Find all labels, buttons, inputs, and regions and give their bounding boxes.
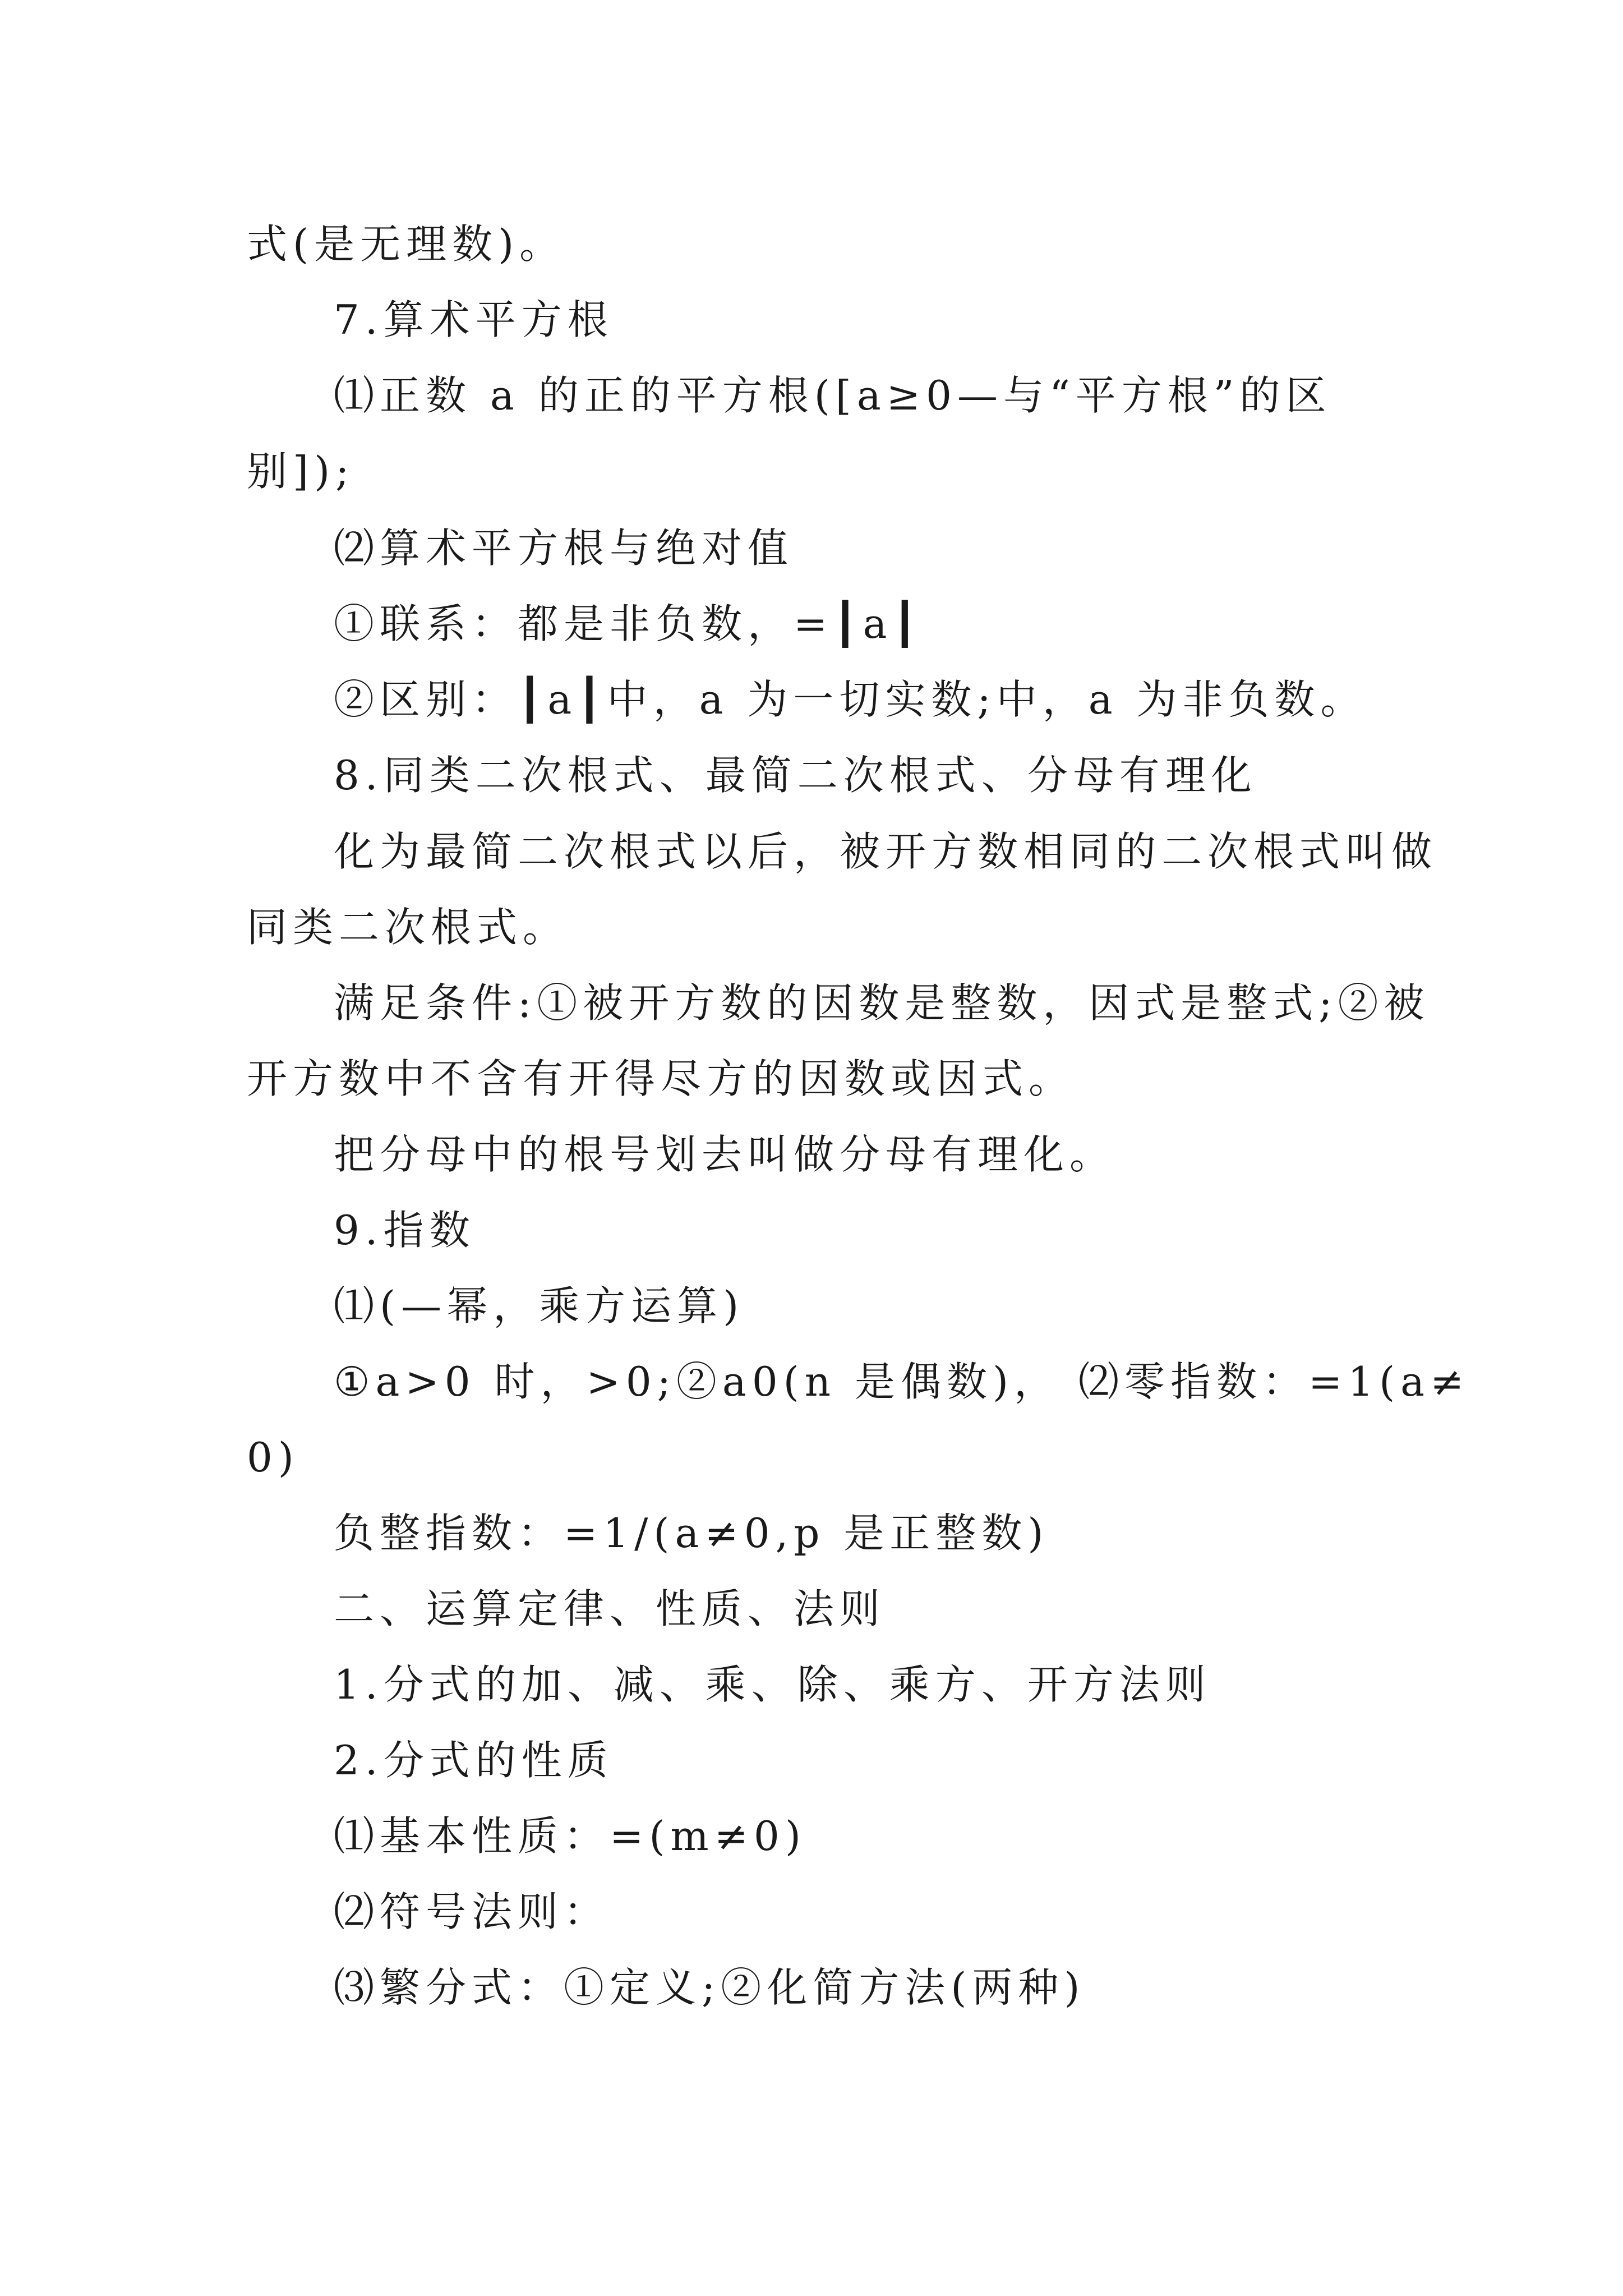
text-line: ①a>0 时，>0;②a0(n 是偶数)， ⑵零指数：=1(a≠ [334, 1358, 1470, 1405]
text-line: 满足条件:①被开方数的因数是整数，因式是整式;②被 [334, 979, 1430, 1027]
section-heading: 1.分式的加、减、乘、除、乘方、开方法则 [334, 1661, 1211, 1708]
text-line: 化为最简二次根式以后，被开方数相同的二次根式叫做 [334, 828, 1438, 875]
text-line: 负整指数：=1/(a≠0,p 是正整数) [334, 1510, 1049, 1557]
text-line: 别]); [247, 448, 355, 495]
text-line: ⑴(—幂，乘方运算) [334, 1282, 745, 1329]
text-line: ⑴基本性质：=(m≠0) [334, 1812, 806, 1860]
section-heading: 二、运算定律、性质、法则 [334, 1585, 886, 1632]
text-line: 0) [247, 1434, 299, 1481]
text-line: 同类二次根式。 [247, 904, 569, 951]
section-heading: 2.分式的性质 [334, 1737, 614, 1784]
text-line: 开方数中不含有开得尽方的因数或因式。 [247, 1055, 1075, 1102]
text-line: ①联系：都是非负数，=┃a┃ [334, 600, 923, 647]
text-line: ②区别：┃a┃中，a 为一切实数;中，a 为非负数。 [334, 676, 1367, 723]
section-heading: 8.同类二次根式、最简二次根式、分母有理化 [334, 752, 1257, 799]
text-line: 把分母中的根号划去叫做分母有理化。 [334, 1131, 1116, 1178]
text-line: 式(是无理数)。 [247, 220, 566, 268]
section-heading: 7.算术平方根 [334, 296, 614, 343]
text-line: ⑵符号法则： [334, 1888, 610, 1935]
section-heading: 9.指数 [334, 1207, 476, 1254]
text-line: ⑶繁分式：①定义;②化简方法(两种) [334, 1964, 1086, 2011]
text-line: ⑵算术平方根与绝对值 [334, 524, 794, 572]
text-line: ⑴正数 a 的正的平方根([a≥0—与“平方根”的区 [334, 372, 1332, 419]
